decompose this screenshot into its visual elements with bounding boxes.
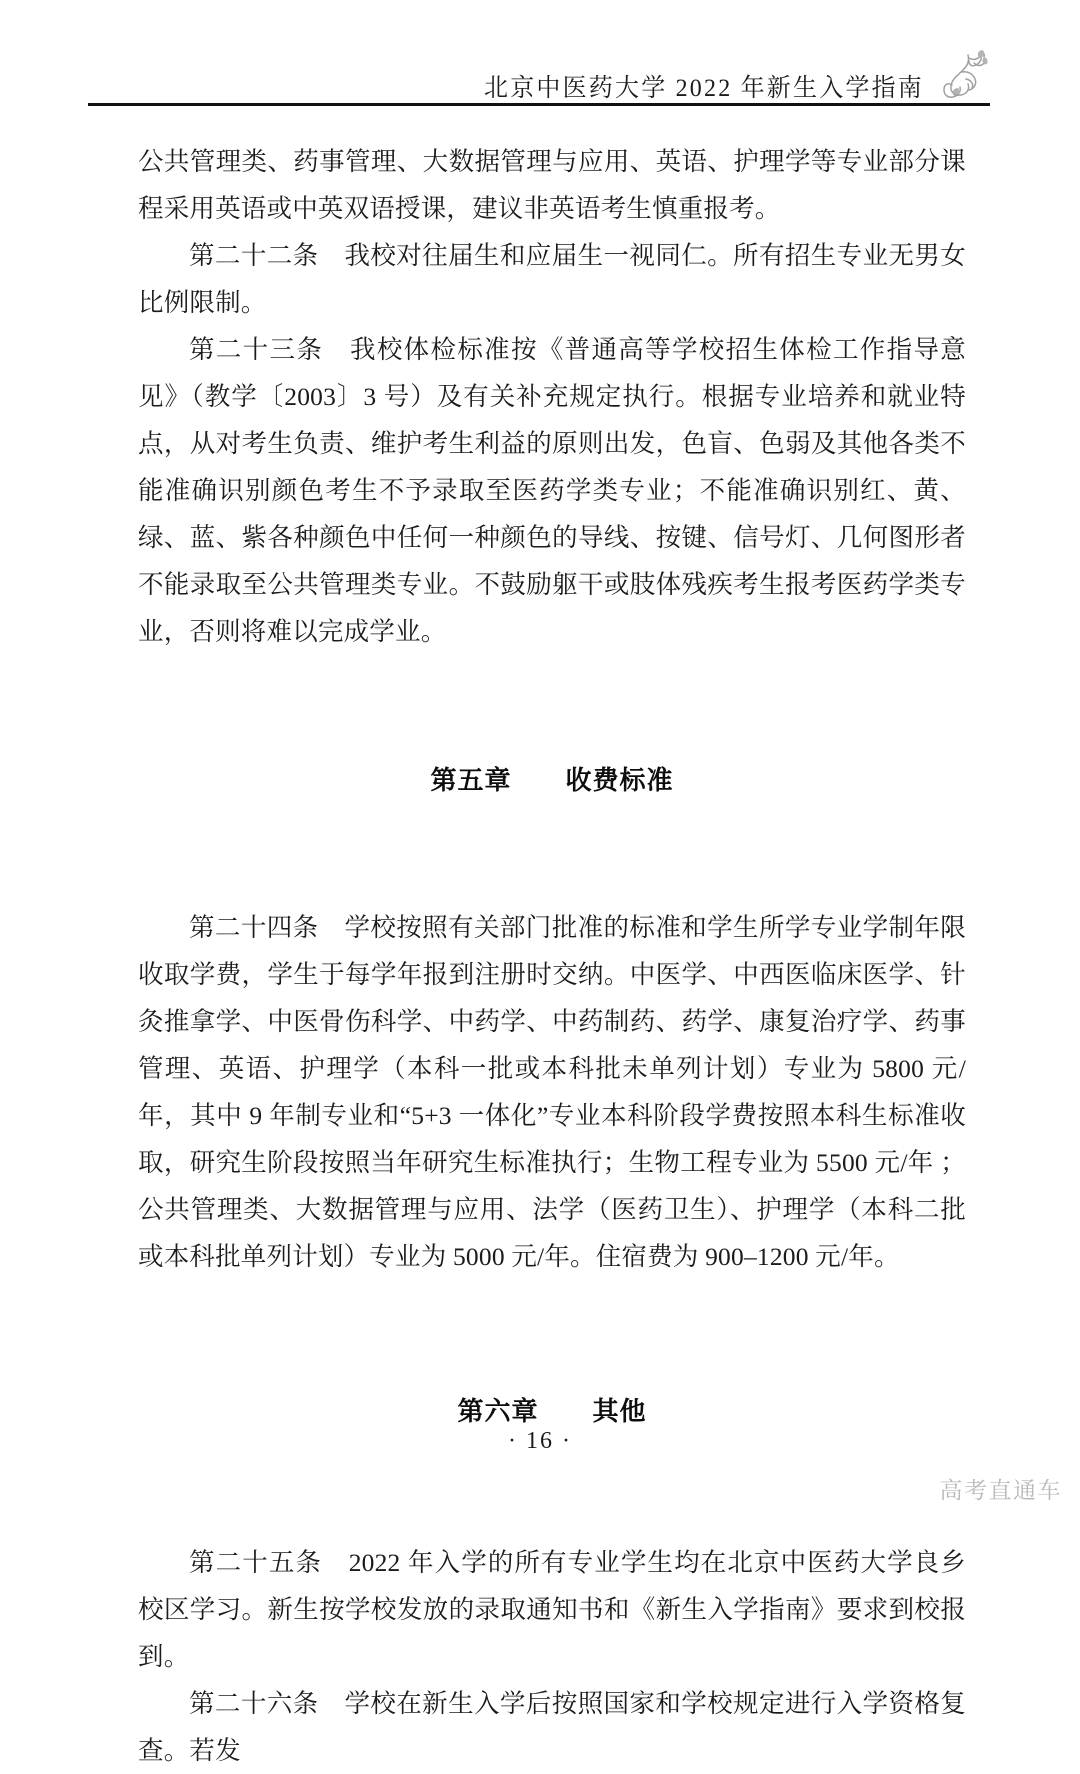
header-divider-rule [88, 103, 990, 106]
spacer-before-chapter-5 [138, 655, 966, 757]
paragraph-article-23: 第二十三条 我校体检标准按《普通高等学校招生体检工作指导意见》（教学〔2003〕3 号）及有关补充规定执行。根据专业培养和就业特点，从对考生负责、维护考生利益的原则出发，色盲、色弱及其他各类不能准确识别颜色考生不予录取至医药学类专业；不能准确识别红、黄、绿、蓝、紫各种颜色中任何一种颜色的导线、按键、信号灯、几何图形者不能录取至公共管理类专业。不鼓励躯干或肢体残疾考生报考医药学类专业，否则将难以完成学业。 [138, 335, 966, 646]
running-header [88, 55, 990, 101]
paragraph-article-25: 第二十五条 2022 年入学的所有专业学生均在北京中医药大学良乡校区学习。新生按学校发放的录取通知书和《新生入学指南》要求到校报到。 [138, 1548, 966, 1671]
spacer-after-chapter-5 [138, 804, 966, 904]
floral-flourish-icon [938, 49, 990, 107]
page-body [138, 138, 966, 1774]
header-title: 北京中医药大学 2022 年新生入学指南 [484, 74, 924, 103]
spacer-before-chapter-6 [138, 1280, 966, 1388]
page-number: · 16 · [508, 1428, 572, 1454]
chapter-5-heading: 第五章 收费标准 [430, 766, 674, 795]
paragraph-article-22: 第二十二条 我校对往届生和应届生一视同仁。所有招生专业无男女比例限制。 [138, 241, 966, 317]
paragraph-english-courses: 公共管理类、药事管理、大数据管理与应用、英语、护理学等专业部分课程采用英语或中英双语授课，建议非英语考生慎重报考。 [138, 147, 966, 223]
chapter-6-heading: 第六章 其他 [457, 1397, 647, 1426]
paragraph-article-26: 第二十六条 学校在新生入学后按照国家和学校规定进行入学资格复查。若发 [138, 1689, 966, 1765]
watermark: 高考直通车 [939, 1477, 1062, 1503]
paragraph-article-24: 第二十四条 学校按照有关部门批准的标准和学生所学专业学制年限收取学费，学生于每学年报到注册时交纳。中医学、中西医临床医学、针灸推拿学、中医骨伤科学、中药学、中药制药、药学、康复治疗学、药事管理、英语、护理学（本科一批或本科批未单列计划）专业为 5800 元/年，其中 9 年制专业和“5+3 一体化”专业本科阶段学费按照本科生标准收取，研究生阶段按照当年研究生标准执行；生物工程专业为 5500 元/年 ；公共管理类、大数据管理与应用、法学（医药卫生）、护理学（本科二批或本科批单列计划）专业为 5000 元/年。住宿费为 900–1200 元/年。 [138, 913, 966, 1271]
